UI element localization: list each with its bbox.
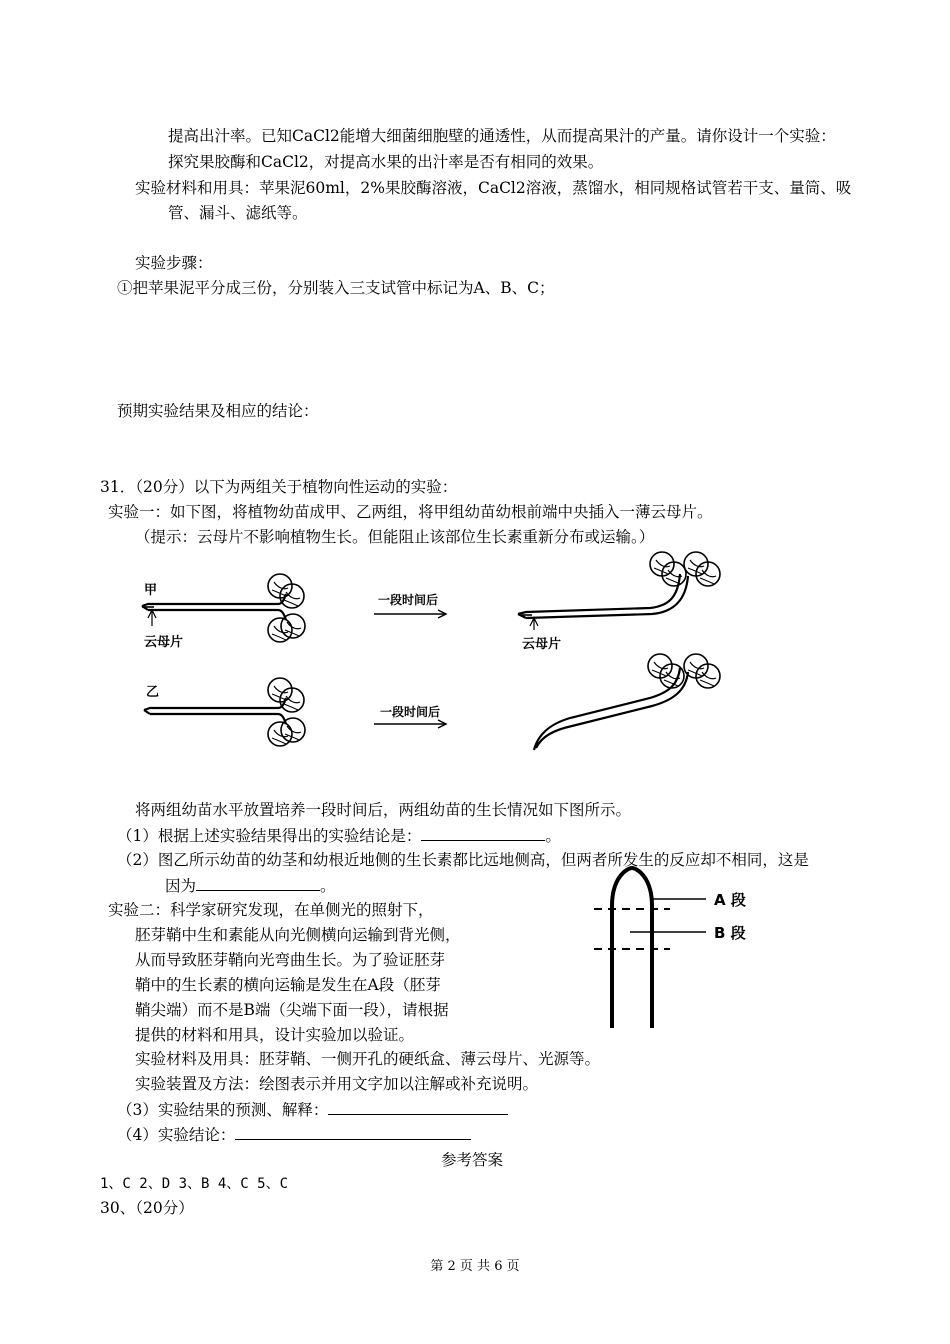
- seedling-figure: [130, 548, 730, 758]
- q31-materials: 实验材料及用具：胚芽鞘、一侧开孔的硬纸盒、薄云母片、光源等。: [135, 1050, 601, 1068]
- q31-exp2-line5: 鞘尖端）而不是B端（尖端下面一段），请根据: [135, 1001, 449, 1019]
- seedling-jia-after: [518, 574, 688, 618]
- p30-materials-line1: 实验材料和用具：苹果泥60ml，2%果胶酶溶液，CaCl2溶液，蒸馏水，相同规格试管若干支、量筒、吸: [135, 179, 852, 197]
- q31-exp2-line6: 提供的材料和用具，设计实验加以验证。: [135, 1026, 415, 1044]
- coleoptile-figure: [590, 866, 760, 1032]
- label-mica-left: 云母片: [144, 635, 184, 650]
- label-jia: 甲: [144, 583, 158, 598]
- q31-hint: （提示：云母片不影响植物生长。但能阻止该部位生长素重新分布或运输。）: [135, 528, 655, 546]
- arrow-label-2: 一段时间后: [380, 705, 441, 719]
- label-mica-right: 云母片: [522, 637, 562, 652]
- q31-exp2-line2: 胚芽鞘中生和素能从向光侧横向运输到背光侧，: [135, 926, 461, 944]
- label-yi: 乙: [146, 685, 160, 700]
- leaf-icon: [268, 722, 292, 746]
- answer-blank-3[interactable]: [328, 1099, 508, 1115]
- q31-question3: （3）实验结果的预测、解释：: [117, 1099, 508, 1120]
- q31-device: 实验装置及方法：绘图表示并用文字加以注解或补充说明。: [135, 1075, 539, 1093]
- q31-question2-line2: 因为 。: [165, 877, 336, 895]
- arrow-label-1: 一段时间后: [378, 593, 439, 607]
- p30-step1: ①把苹果泥平分成三份，分别装入三支试管中标记为A、B、C；: [117, 279, 555, 297]
- answer-blank-2[interactable]: [196, 875, 320, 891]
- q31-title: 31．（20分）以下为两组关于植物向性运动的实验：: [100, 478, 458, 496]
- leaf-icon: [281, 614, 305, 638]
- answer-blank-4[interactable]: [235, 1124, 471, 1140]
- answers-q30: 30、（20分）: [100, 1199, 194, 1217]
- q31-exp2-line4: 鞘中的生长素的横向运输是发生在A段（胚芽: [135, 976, 441, 994]
- p30-line2: 探究果胶酶和CaCl2，对提高水果的出汁率是否有相同的效果。: [168, 153, 604, 171]
- seedling-yi-before: [144, 698, 286, 724]
- coleoptile-outline: [612, 868, 652, 1028]
- q31-question1: （1）根据上述实验结果得出的实验结论是： 。: [117, 827, 561, 845]
- q31-experiment1: 实验一：如下图，将植物幼苗成甲、乙两组，将甲组幼苗幼根前端中央插入一薄云母片。: [108, 503, 713, 521]
- q31-exp2-line3: 从而导致胚芽鞘向光弯曲生长。为了验证胚芽: [135, 951, 446, 969]
- answers-multiple-choice: 1、C 2、D 3、B 4、C 5、C: [100, 1176, 289, 1192]
- leaf-icon: [281, 718, 305, 742]
- label-segment-b: B 段: [714, 924, 746, 942]
- q31-exp2-line1: 实验二：科学家研究发现，在单侧光的照射下，: [108, 901, 434, 919]
- p30-line1: 提高出汁率。已知CaCl2能增大细菌细胞壁的通透性，从而提高果汁的产量。请你设计一个实验：: [168, 127, 836, 145]
- q31-question2-line1: （2）图乙所示幼苗的幼茎和幼根近地侧的生长素都比远地侧高，但两者所发生的反应却不相同，这是: [117, 851, 809, 869]
- p30-expected-label: 预期实验结果及相应的结论：: [117, 402, 319, 420]
- leaf-icon: [268, 618, 292, 642]
- p30-steps-label: 实验步骤：: [135, 254, 213, 272]
- label-segment-a: A 段: [714, 891, 746, 909]
- answer-blank-1[interactable]: [421, 825, 545, 841]
- q31-question4: （4）实验结论：: [117, 1124, 471, 1145]
- answers-title: 参考答案: [441, 1151, 504, 1169]
- q31-after-text: 将两组幼苗水平放置培养一段时间后，两组幼苗的生长情况如下图所示。: [135, 801, 632, 819]
- page-footer: 第 2 页 共 6 页: [430, 1259, 520, 1274]
- seedling-jia-before: [142, 594, 286, 620]
- p30-materials-line2: 管、漏斗、滤纸等。: [168, 204, 308, 222]
